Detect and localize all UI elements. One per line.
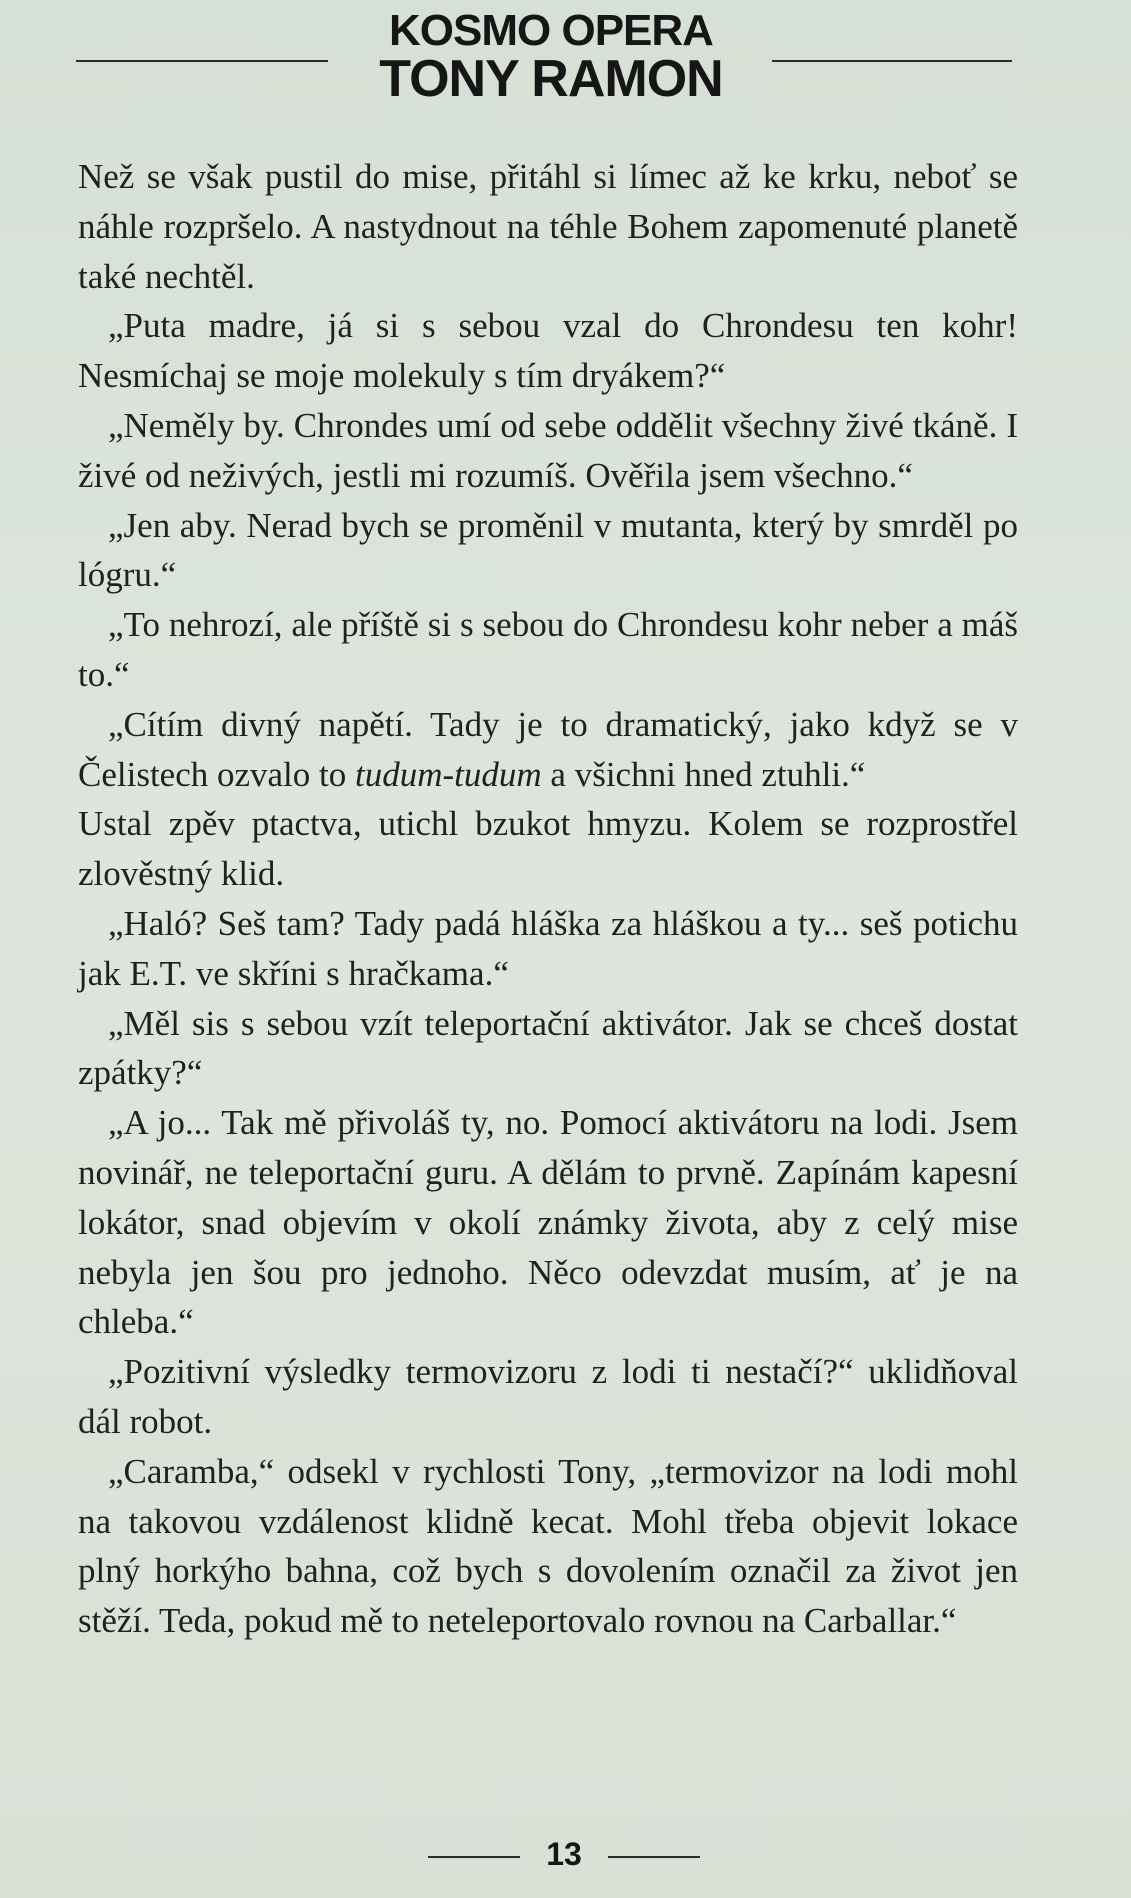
body-text	[78, 152, 1018, 1646]
paragraph-text: „Cítím divný napětí. Tady je to dramatický, jako když se v Čelistech ozvalo to	[78, 704, 1018, 794]
header-rule-left	[76, 60, 328, 62]
header-rule-right	[772, 60, 1012, 62]
paragraph: „Jen aby. Nerad bych se proměnil v mutanta, který by smrděl po lógru.“	[78, 505, 1018, 595]
footer-rule-left	[428, 1856, 520, 1858]
paragraph-text: a všichni hned ztuhli.“	[541, 754, 866, 794]
page-footer	[0, 1834, 1131, 1874]
paragraph: „Puta madre, já si s sebou vzal do Chrondesu ten kohr! Nesmíchaj se moje molekuly s tím dryákem?“	[78, 306, 1018, 396]
paragraph	[78, 700, 1018, 800]
paragraph: Než se však pustil do mise, přitáhl si límec až ke krku, neboť se náhle rozpršelo. A nastydnout na téhle Bohem zapomenuté planetě také nechtěl.	[78, 157, 1018, 296]
paragraph: „Haló? Seš tam? Tady padá hláška za hláškou a ty... seš potichu jak E.T. ve skříni s hračkama.“	[78, 903, 1018, 993]
running-header	[76, 6, 1012, 108]
paragraph: „Měl sis s sebou vzít teleportační aktivátor. Jak se chceš dostat zpátky?“	[78, 1003, 1018, 1093]
paragraph: „Neměly by. Chrondes umí od sebe oddělit všechny živé tkáně. I živé od neživých, jestli mi rozumíš. Ověřila jsem všechno.“	[78, 405, 1018, 495]
italic-sound-effect: tudum-tudum	[355, 754, 542, 794]
paragraph: „Pozitivní výsledky termovizoru z lodi ti nestačí?“ uklidňoval dál robot.	[78, 1352, 1018, 1441]
paragraph: „To nehrozí, ale příště si s sebou do Chrondesu kohr neber a máš to.“	[78, 605, 1018, 694]
paragraph: „Caramba,“ odsekl v rychlosti Tony, „termovizor na lodi mohl na takovou vzdálenost klidně kecat. Mohl třeba objevit lokace plný horkýho bahna, což bych s dovolením označil za život jen stěží. Teda, pokud mě to neteleportovalo rovnou na Carballar.“	[78, 1451, 1018, 1641]
footer-rule-right	[608, 1856, 700, 1858]
author-name: TONY RAMON	[379, 50, 723, 108]
series-title: KOSMO OPERA	[389, 6, 713, 55]
page-number: 13	[546, 1836, 582, 1872]
paragraph: Ustal zpěv ptactva, utichl bzukot hmyzu. Kolem se rozprostřel zlověstný klid.	[78, 804, 1018, 894]
paragraph: „A jo... Tak mě přivoláš ty, no. Pomocí aktivátoru na lodi. Jsem novinář, ne teleportační guru. A dělám to prvně. Zapínám kapesní lokátor, snad objevím v okolí známky života, aby z celý mise nebyla jen šou pro jednoho. Něco odevzdat musím, ať je na chleba.“	[78, 1103, 1018, 1342]
